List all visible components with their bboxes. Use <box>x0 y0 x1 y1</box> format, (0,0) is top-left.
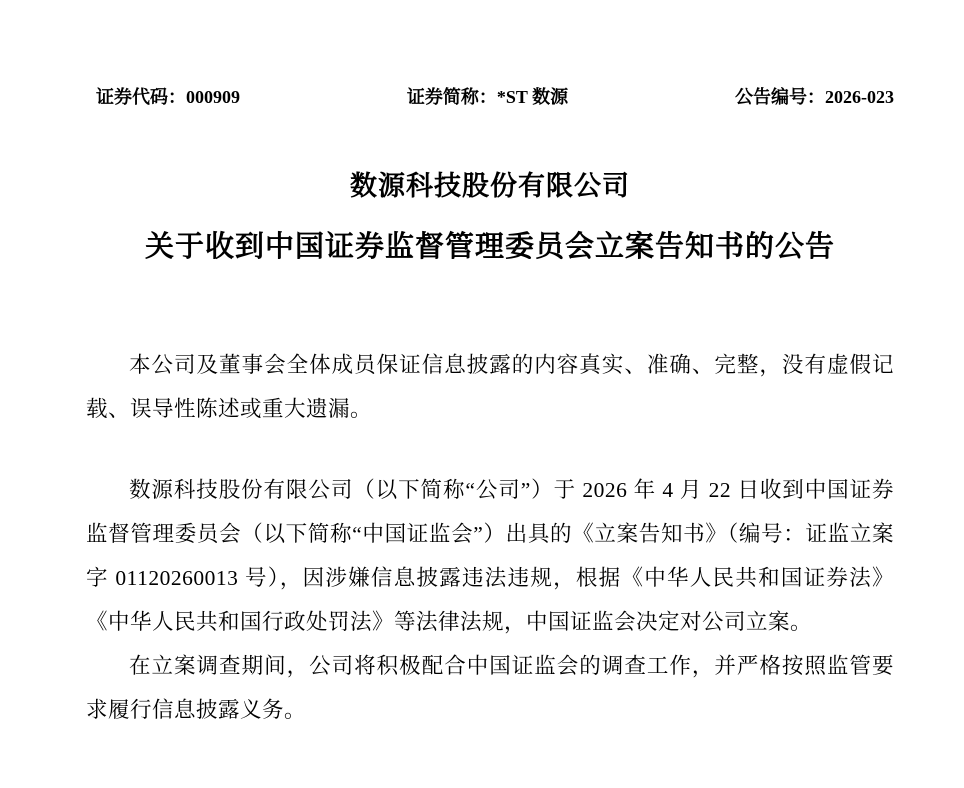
body-paragraph-case-filing: 数源科技股份有限公司（以下简称“公司”）于 2026 年 4 月 22 日收到中国证券监督管理委员会（以下简称“中国证监会”）出具的《立案告知书》（编号：证监立案字 01120260013 号），因涉嫌信息披露违法违规，根据《中华人民共和国证券法》《中华人民共和国行政处罚法》等法律法规，中国证监会决定对公司立案。 <box>86 478 894 634</box>
announcement-number <box>735 86 894 108</box>
stock-code <box>96 86 240 108</box>
stock-abbr <box>407 86 568 108</box>
company-name-title: 数源科技股份有限公司 <box>350 171 630 201</box>
announcement-number-label: 公告编号： <box>734 87 825 107</box>
announcement-number-value: 2026-023 <box>824 87 894 107</box>
body-paragraph-cooperation: 在立案调查期间，公司将积极配合中国证监会的调查工作，并严格按照监管要求履行信息披露义务。 <box>86 654 894 722</box>
document-header <box>86 86 894 108</box>
announcement-subject-title: 关于收到中国证券监督管理委员会立案告知书的公告 <box>144 231 835 263</box>
disclaimer-paragraph: 本公司及董事会全体成员保证信息披露的内容真实、准确、完整，没有虚假记载、误导性陈述或重大遗漏。 <box>86 353 894 421</box>
stock-code-label: 证券代码： <box>96 87 186 107</box>
document-body <box>86 343 894 732</box>
stock-abbr-value: *ST 数源 <box>496 87 569 107</box>
stock-abbr-label: 证券简称： <box>406 87 497 107</box>
stock-code-value: 000909 <box>186 87 240 107</box>
